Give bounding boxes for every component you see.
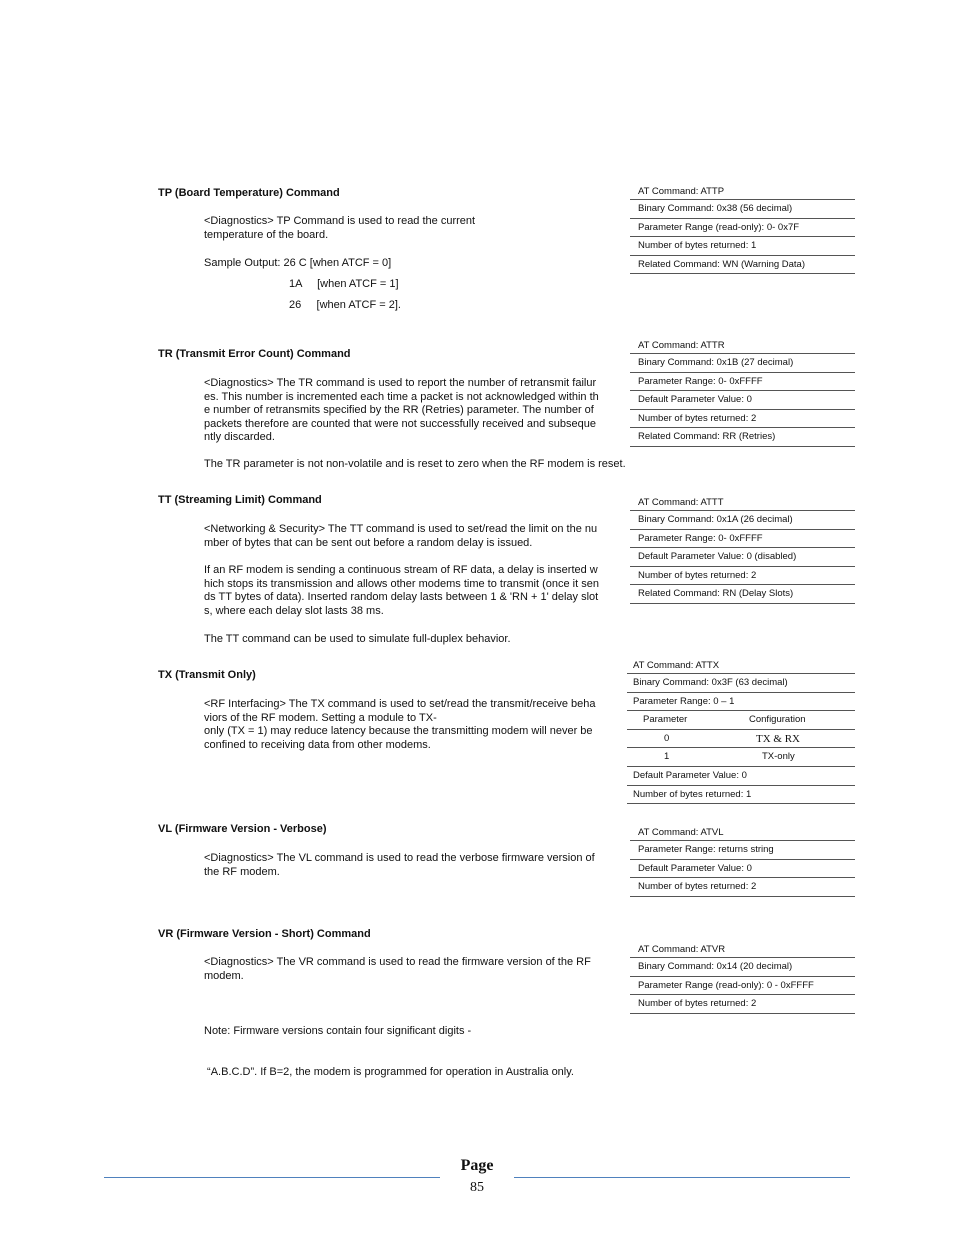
text-line: <Diagnostics> The VL command is used to read the verbose firmware version of [204, 852, 595, 864]
vr-note [204, 998, 574, 1093]
table-row: AT Command: ATVR [630, 944, 855, 958]
vr-command-table [630, 944, 855, 1014]
table-row: Binary Command: 0x38 (56 decimal) [630, 200, 855, 219]
table-row: Default Parameter Value: 0 [630, 391, 855, 410]
tr-command-table [630, 340, 855, 447]
table-row: Number of bytes returned: 2 [630, 995, 855, 1014]
tp-heading: TP (Board Temperature) Command [158, 187, 340, 199]
tt-description-2 [204, 564, 599, 618]
table-row: Parameter Range: 0- 0xFFFF [630, 530, 855, 549]
tt-heading: TT (Streaming Limit) Command [158, 494, 322, 506]
table-row: Related Command: WN (Warning Data) [630, 256, 855, 275]
tp-description [204, 215, 475, 242]
vr-description [204, 956, 591, 983]
table-row: Binary Command: 0x1B (27 decimal) [630, 354, 855, 373]
text-line: the RF modem. [204, 865, 280, 878]
table-row: Number of bytes returned: 2 [630, 567, 855, 586]
text-line: e number of retransmits specified by the RR (Retries) parameter. The number of [204, 404, 594, 416]
table-row: AT Command: ATTX [627, 660, 855, 674]
text-line: es. This number is incremented each time a packet is not acknowledged within th [204, 390, 599, 403]
table-row: Binary Command: 0x1A (26 decimal) [630, 511, 855, 530]
table-row [627, 730, 855, 749]
vl-description [204, 852, 595, 879]
option-config: TX-only [762, 751, 795, 763]
column-header-parameter: Parameter [643, 714, 688, 726]
text-line: ntly discarded. [204, 431, 275, 443]
table-row: Parameter Range: returns string [630, 841, 855, 860]
table-row: Related Command: RN (Delay Slots) [630, 585, 855, 604]
table-row: Number of bytes returned: 1 [630, 237, 855, 256]
text-line: Note: Firmware versions contain four significant digits - [204, 1025, 472, 1037]
tt-command-table [630, 497, 855, 604]
option-config: TX & RX [756, 732, 800, 745]
vr-heading: VR (Firmware Version - Short) Command [158, 928, 371, 940]
tt-description [204, 523, 597, 550]
tp-sample-line: 1A [when ATCF = 1] [289, 278, 399, 290]
page-label: Page [460, 1157, 494, 1174]
footer-rule-right [514, 1177, 850, 1178]
table-row: Number of bytes returned: 2 [630, 410, 855, 429]
table-row: Number of bytes returned: 1 [627, 786, 855, 805]
table-header-row [627, 711, 855, 730]
text-line: packets therefore are counted that were not successfully received and subseque [204, 417, 596, 430]
text-line: “A.B.C.D”. If B=2, the modem is programmed for operation in Australia only. [204, 1065, 574, 1078]
table-row: AT Command: ATTR [630, 340, 855, 354]
tr-description [204, 377, 599, 445]
tp-sample-line: Sample Output: 26 C [when ATCF = 0] [204, 257, 392, 269]
table-row: Related Command: RR (Retries) [630, 428, 855, 447]
table-row: AT Command: ATVL [630, 827, 855, 841]
text-line: <RF Interfacing> The TX command is used to set/read the transmit/receive beha [204, 698, 596, 710]
text-line: hich stops its transmission and allows other modems time to transmit (once it sen [204, 577, 599, 590]
tp-command-table [630, 186, 855, 274]
option-value: 0 [664, 732, 670, 744]
tr-heading: TR (Transmit Error Count) Command [158, 348, 351, 360]
tx-description [204, 698, 596, 752]
table-row: Number of bytes returned: 2 [630, 878, 855, 897]
tx-heading: TX (Transmit Only) [158, 669, 256, 681]
table-row: Default Parameter Value: 0 [627, 767, 855, 786]
text-line: <Networking & Security> The TT command is used to set/read the limit on the nu [204, 523, 598, 535]
option-value: 1 [664, 751, 670, 763]
text-line: confined to receiving data from other modems. [204, 738, 431, 751]
vl-command-table [630, 827, 855, 897]
table-row: AT Command: ATTP [630, 186, 855, 200]
tr-note: The TR parameter is not non-volatile and is reset to zero when the RF modem is reset. [204, 458, 626, 470]
text-line: modem. [204, 969, 244, 982]
table-row: Parameter Range: 0 – 1 [627, 693, 855, 712]
text-line: <Diagnostics> The VR command is used to read the firmware version of the RF [204, 956, 591, 968]
column-header-configuration: Configuration [749, 714, 806, 726]
text-line: ds TT bytes of data). Inserted random delay lasts between 1 & 'RN + 1' delay slot [204, 591, 599, 603]
text-line: s, where each delay slot lasts 38 ms. [204, 604, 384, 617]
table-row: Parameter Range (read-only): 0 - 0xFFFF [630, 977, 855, 996]
table-row: Default Parameter Value: 0 (disabled) [630, 548, 855, 567]
tp-sample-line: 26 [when ATCF = 2]. [289, 299, 401, 311]
footer-rule-left [104, 1177, 440, 1178]
text-line: viors of the RF modem. Setting a module to TX- [204, 711, 437, 724]
table-row: AT Command: ATTT [630, 497, 855, 511]
table-row: Parameter Range (read-only): 0- 0x7F [630, 219, 855, 238]
table-row: Binary Command: 0x14 (20 decimal) [630, 958, 855, 977]
table-row [627, 748, 855, 767]
tt-note: The TT command can be used to simulate full-duplex behavior. [204, 633, 511, 645]
page-number: 85 [470, 1180, 484, 1195]
text-line: temperature of the board. [204, 228, 329, 241]
tx-command-table [627, 660, 855, 804]
text-line: <Diagnostics> TP Command is used to read the current [204, 215, 476, 227]
table-row: Parameter Range: 0- 0xFFFF [630, 373, 855, 392]
table-row: Default Parameter Value: 0 [630, 860, 855, 879]
vl-heading: VL (Firmware Version - Verbose) [158, 823, 327, 835]
text-line: mber of bytes that can be sent out before a random delay is issued. [204, 536, 533, 549]
table-row: Binary Command: 0x3F (63 decimal) [627, 674, 855, 693]
text-line: <Diagnostics> The TR command is used to report the number of retransmit failur [204, 377, 597, 389]
text-line: only (TX = 1) may reduce latency because the transmitting modem will never be [204, 725, 593, 737]
text-line: If an RF modem is sending a continuous stream of RF data, a delay is inserted w [204, 564, 598, 576]
